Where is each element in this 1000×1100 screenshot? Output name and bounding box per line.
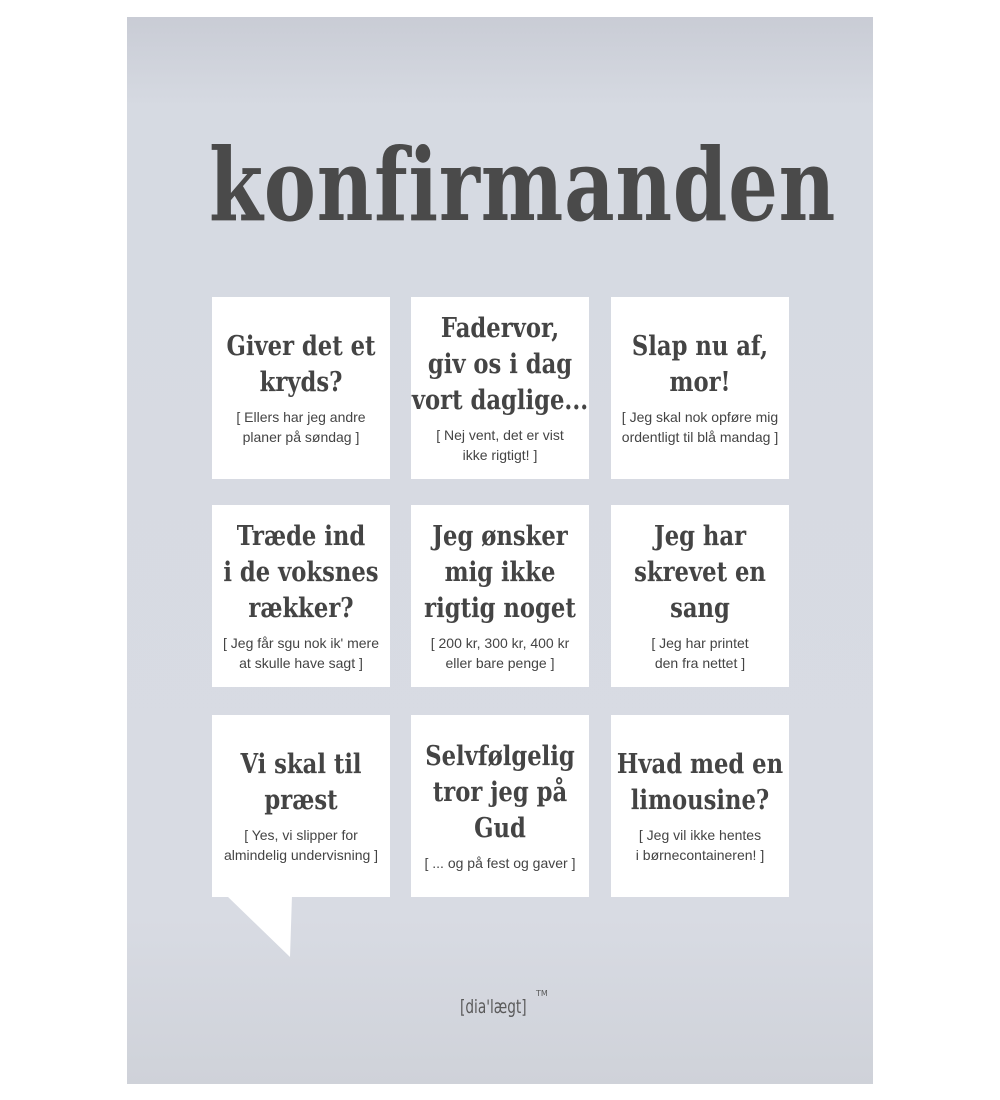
speech-card (611, 505, 789, 687)
card-subtext: [ Ellers har jeg andre planer på søndag ] (236, 409, 366, 445)
card-heading: Jeg har skrevet en sang (634, 521, 766, 624)
card-heading: Fadervor, giv os i dag vort daglige... (411, 313, 589, 416)
card-subtext: [ Jeg har printet den fra nettet ] (651, 635, 749, 671)
card-subtext: [ Jeg vil ikke hentes i børnecontaineren! ] (635, 827, 765, 863)
speech-card (212, 715, 390, 897)
card-subtext: [ Nej vent, det er vist ikke rigtigt! ] (436, 427, 564, 463)
trademark-mark: TM (536, 989, 548, 998)
card-heading: Selvfølgelig tror jeg på Gud (425, 741, 575, 844)
card-subtext: [ Yes, vi slipper for almindelig undervisning ] (223, 827, 379, 863)
speech-bubble-tail (212, 895, 292, 961)
speech-card (212, 505, 390, 687)
card-heading: Hvad med en limousine? (616, 749, 784, 816)
speech-card (212, 297, 390, 479)
card-heading: Giver det et kryds? (226, 331, 376, 398)
speech-card (411, 297, 589, 479)
card-heading: Slap nu af, mor! (631, 331, 769, 398)
card-subtext: [ Jeg får sgu nok ik' mere at skulle have sagt ] (223, 635, 379, 671)
card-subtext: [ 200 kr, 300 kr, 400 kr eller bare penge ] (430, 635, 570, 671)
brand-name: [dia'lægt] (460, 996, 527, 1018)
speech-card (411, 715, 589, 897)
poster (127, 17, 873, 1084)
card-heading: Jeg ønsker mig ikke rigtig noget (424, 521, 576, 624)
speech-card (611, 297, 789, 479)
speech-card (611, 715, 789, 897)
poster-title: konfirmanden (209, 126, 837, 244)
speech-card (411, 505, 589, 687)
card-heading: Vi skal til præst (240, 749, 362, 816)
brand-logo (460, 989, 550, 1029)
card-subtext: [ ... og på fest og gaver ] (424, 855, 576, 871)
card-subtext: [ Jeg skal nok opføre mig ordentligt til blå mandag ] (621, 409, 779, 445)
card-heading: Træde ind i de voksnes rækker? (223, 521, 379, 624)
